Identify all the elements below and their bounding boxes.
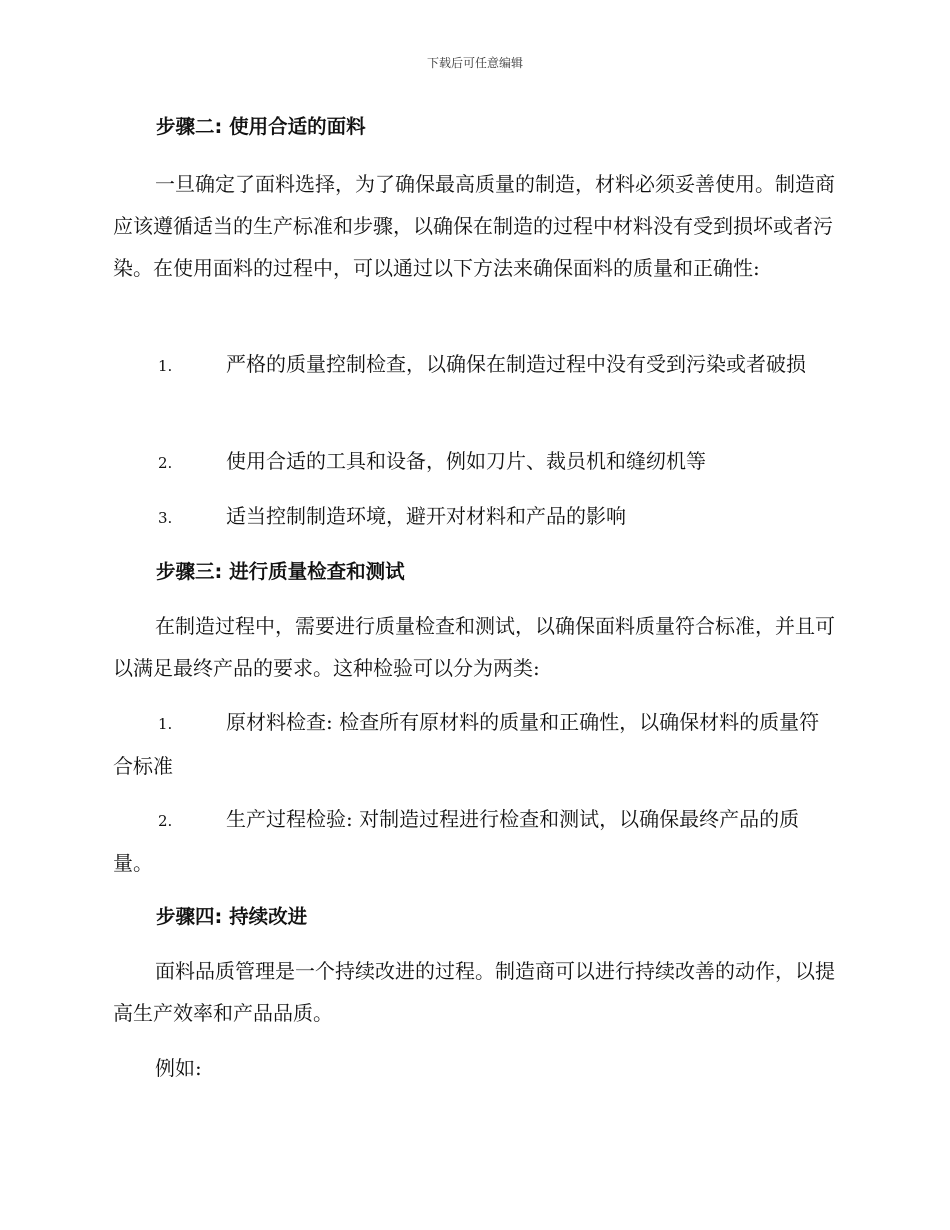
list-number: 1. [158, 357, 173, 375]
step4-example: 例如: [155, 1056, 202, 1080]
step2-list-item-2 [113, 440, 835, 484]
list-text: 适当控制制造环境，避开对材料和产品的影响 [226, 504, 626, 528]
step2-list-item-3 [113, 495, 835, 539]
step3-list-item-2 [113, 798, 835, 884]
list-number: 3. [158, 509, 173, 527]
step2-paragraph: 一旦确定了面料选择，为了确保最高质量的制造，材料必须妥善使用。制造商应该遵循适当的生产标准和步骤，以确保在制造的过程中材料没有受到损坏或者污染。在使用面料的过程中，可以通过以下方法来确保面料的质量和正确性: [113, 172, 835, 280]
step4-heading: 步骤四: 持续改进 [156, 905, 308, 928]
list-number: 2. [158, 812, 173, 830]
step4-paragraph: 面料品质管理是一个持续改进的过程。制造商可以进行持续改善的动作，以提高生产效率和产品品质。 [113, 959, 835, 1025]
list-text: 使用合适的工具和设备，例如刀片、裁员机和缝纫机等 [226, 449, 706, 473]
page-header: 下载后可任意编辑 [426, 56, 523, 70]
list-text: 原材料检查: 检查所有原材料的质量和正确性，以确保材料的质量符合标准 [113, 710, 820, 778]
list-number: 2. [158, 454, 173, 472]
step3-list-item-1 [113, 701, 835, 787]
step2-heading: 步骤二: 使用合适的面料 [156, 115, 366, 138]
list-number: 1. [158, 715, 173, 733]
step2-list-item-1 [113, 343, 835, 387]
list-text: 严格的质量控制检查，以确保在制造过程中没有受到污染或者破损 [226, 352, 806, 376]
list-text: 生产过程检验: 对制造过程进行检查和测试，以确保最终产品的质量。 [113, 807, 800, 875]
step3-heading: 步骤三: 进行质量检查和测试 [156, 560, 405, 583]
step3-paragraph: 在制造过程中，需要进行质量检查和测试，以确保面料质量符合标准，并且可以满足最终产品的要求。这种检验可以分为两类: [113, 614, 835, 680]
